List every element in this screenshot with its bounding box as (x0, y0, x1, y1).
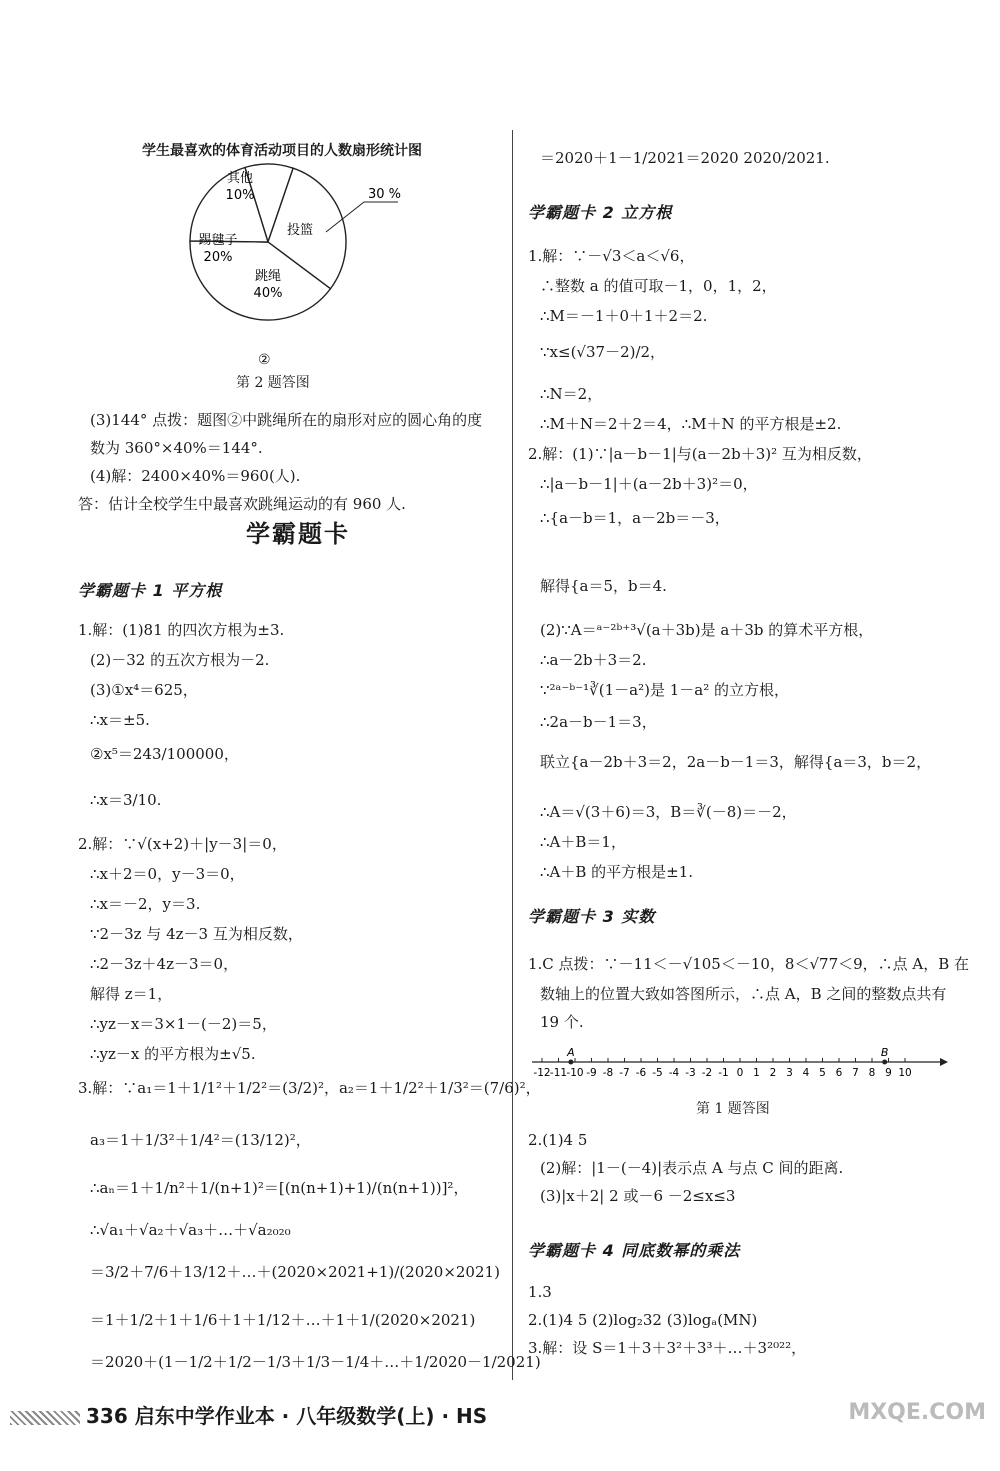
answer-line: ＝2020＋1－1/2021＝2020 2020/2021. (540, 149, 830, 167)
footer-text: 336 启东中学作业本 · 八年级数学(上) · HS (86, 1404, 488, 1428)
answer-line: 2.解：(1)∵|a－b－1|与(a－2b＋3)² 互为相反数， (528, 445, 872, 463)
answer-line: ∴x＝3/10. (90, 791, 162, 809)
answer-line: 2.解：∵√(x+2)＋|y－3|＝0， (78, 835, 287, 853)
number-line-tick-label: -9 (586, 1067, 597, 1079)
answer-line: 1.C 点拨：∵－11＜－√105＜－10，8＜√77＜9，∴点 A，B 在 (528, 955, 970, 973)
answer-line: ∴x＝－2，y＝3. (90, 895, 201, 913)
answer-line: (4)解：2400×40%＝960(人). (90, 467, 301, 485)
answer-line: 19 个. (540, 1013, 584, 1031)
answer-line: ∴M＋N＝2＋2＝4，∴M＋N 的平方根是±2. (540, 415, 842, 433)
answer-line: 3.解：设 S＝1＋3＋3²＋3³＋…＋3²⁰²²， (528, 1339, 807, 1357)
number-line-tick-label: -11 (549, 1067, 568, 1079)
number-line-tick-label: -5 (652, 1067, 663, 1079)
answer-line: 1.解：∵－√3＜a＜√6， (528, 247, 695, 265)
answer-line: (3)144° 点拨：题图②中跳绳所在的扇形对应的圆心角的度 (90, 411, 483, 429)
number-line-tick-label: 2 (769, 1067, 777, 1079)
page-footer (10, 1400, 487, 1429)
answer-line: (3)①x⁴＝625， (90, 681, 198, 699)
pie-caption: 第 2 题答图 (236, 375, 310, 391)
footer-hatch-decoration (10, 1411, 80, 1425)
answer-line: ②x⁵＝243/100000， (90, 745, 239, 763)
answer-line: a₃＝1＋1/3²＋1/4²＝(13/12)²， (90, 1131, 311, 1149)
answer-line: ＝1＋1/2＋1＋1/6＋1＋1/12＋…＋1＋1/(2020×2021) (90, 1311, 476, 1329)
answer-line: (2)－32 的五次方根为－2. (90, 651, 270, 669)
answer-line: ∴{a－b＝1，a－2b＝－3， (540, 509, 730, 527)
answer-line: 联立{a－2b＋3＝2，2a－b－1＝3，解得{a＝3，b＝2， (540, 753, 932, 771)
answer-line: ∴A＋B 的平方根是±1. (540, 863, 694, 881)
answer-line: ∴x＋2＝0，y－3＝0， (90, 865, 245, 883)
card1-title: 学霸题卡 1 平方根 (78, 581, 223, 600)
pie-slice-percent: 10% (225, 188, 255, 203)
answer-line: ＝3/2＋7/6＋13/12＋…＋(2020×2021+1)/(2020×2021) (90, 1263, 500, 1281)
number-line-tick-label: -3 (685, 1067, 696, 1079)
pie-slice-percent: 40% (253, 286, 283, 301)
answer-line: ∴yz－x＝3×1－(－2)＝5， (90, 1015, 277, 1033)
number-line-point (568, 1060, 573, 1065)
answer-line: ∴M＝－1＋0＋1＋2＝2. (540, 307, 708, 325)
number-line-tick-label: 0 (736, 1067, 744, 1079)
answer-line: ∴|a－b－1|＋(a－2b＋3)²＝0， (540, 475, 758, 493)
answer-line: ∴x＝±5. (90, 711, 150, 729)
answer-line: ∴整数 a 的值可取－1，0，1，2， (540, 277, 777, 295)
number-line-arrow (940, 1058, 948, 1066)
answer-line: 1.解：(1)81 的四次方根为±3. (78, 621, 285, 639)
number-line-tick-label: -8 (602, 1067, 614, 1079)
answer-line: 数为 360°×40%＝144°. (90, 439, 263, 457)
answer-line: (3)|x＋2| 2 或－6 －2≤x≤3 (540, 1187, 736, 1205)
pie-slice-label: 其他 (226, 171, 254, 186)
number-line-tick-label: -4 (668, 1067, 680, 1079)
number-line-point-label: A (567, 1046, 575, 1059)
pie-slice-label: 踢毽子 (198, 233, 238, 248)
number-line-tick-label: -10 (566, 1067, 584, 1079)
answer-line: ∴2－3z＋4z－3＝0， (90, 955, 239, 973)
answer-line: 2.(1)4 5 (528, 1131, 588, 1149)
number-line-tick-label: 10 (898, 1067, 912, 1079)
column-divider (512, 130, 513, 1380)
number-line-tick-label: 3 (786, 1067, 793, 1079)
number-line-tick-label: -12 (533, 1067, 551, 1079)
pie-slice-label: 跳绳 (254, 269, 282, 284)
answer-line: ∴A＋B＝1， (540, 833, 626, 851)
answer-line: 1.3 (528, 1283, 552, 1301)
number-line-tick-label: 5 (819, 1067, 826, 1079)
answer-line: ∵²ᵃ⁻ᵇ⁻¹∛(1－a²)是 1－a² 的立方根， (540, 681, 789, 699)
number-line-tick-label: 8 (868, 1067, 876, 1079)
answer-line: 答：估计全校学生中最喜欢跳绳运动的有 960 人. (78, 495, 406, 513)
answer-line: ∵x≤(√37－2)/2， (540, 343, 666, 361)
card2-title: 学霸题卡 2 立方根 (528, 203, 673, 222)
answer-line: (2)∵A＝ᵃ⁻²ᵇ⁺³√(a＋3b)是 a＋3b 的算术平方根， (540, 621, 874, 639)
number-line-tick-label: -7 (619, 1067, 630, 1079)
answer-line: 解得 z＝1， (90, 985, 173, 1003)
number-line-tick-label: 6 (835, 1067, 843, 1079)
pie-chart (78, 162, 498, 362)
number-line-tick-label: 1 (753, 1067, 760, 1079)
number-line-tick-label: -6 (635, 1067, 647, 1079)
card3-title: 学霸题卡 3 实数 (528, 907, 656, 926)
answer-line: ∴N＝2， (540, 385, 603, 403)
answer-line: 解得{a＝5，b＝4. (540, 577, 667, 595)
answer-line: 数轴上的位置大致如答图所示，∴点 A，B 之间的整数点共有 (540, 985, 947, 1003)
answer-line: ∴2a－b－1＝3， (540, 713, 657, 731)
number-line-caption: 第 1 题答图 (696, 1101, 770, 1117)
number-line-tick-label: 7 (852, 1067, 859, 1079)
answer-line: ∴yz－x 的平方根为±√5. (90, 1045, 256, 1063)
answer-line: ∴√a₁＋√a₂＋√a₃＋…＋√a₂₀₂₀ (90, 1221, 291, 1239)
answer-line: ∵2－3z 与 4z－3 互为相反数， (90, 925, 303, 943)
pie-slice-label: 投篮 (286, 223, 314, 238)
answer-line: (2)解：|1－(－4)|表示点 A 与点 C 间的距离. (540, 1159, 844, 1177)
answer-line: ＝2020＋(1－1/2＋1/2－1/3＋1/3－1/4＋…＋1/2020－1/2021) (90, 1353, 541, 1371)
card4-title: 学霸题卡 4 同底数幂的乘法 (528, 1241, 741, 1260)
answer-line: ∴A＝√(3＋6)＝3，B＝∛(－8)＝－2， (540, 803, 797, 821)
number-line (528, 1046, 948, 1086)
number-line-point-label: B (880, 1046, 889, 1059)
answer-line: ∴a－2b＋3＝2. (540, 651, 647, 669)
watermark: MXQE.COM (848, 1400, 986, 1425)
pie-slice-percent: 30 % (368, 187, 402, 202)
pie-figure-number: ② (258, 352, 271, 368)
answer-line: 3.解：∵a₁＝1＋1/1²＋1/2²＝(3/2)²，a₂＝1＋1/2²＋1/3²＝(7/6)²， (78, 1079, 541, 1097)
number-line-tick-label: 4 (802, 1067, 810, 1079)
answer-line: ∴aₙ＝1＋1/n²＋1/(n+1)²＝[(n(n+1)+1)/(n(n+1))]²， (90, 1179, 469, 1197)
number-line-tick-label: -1 (718, 1067, 729, 1079)
number-line-tick-label: 9 (885, 1067, 892, 1079)
number-line-tick-label: -2 (701, 1067, 713, 1079)
pie-slice-percent: 20% (203, 250, 233, 265)
pie-chart-title: 学生最喜欢的体育活动项目的人数扇形统计图 (142, 143, 422, 159)
number-line-point (882, 1060, 887, 1065)
main-title: 学霸题卡 (246, 520, 350, 548)
answer-line: 2.(1)4 5 (2)log₂32 (3)logₐ(MN) (528, 1311, 758, 1329)
